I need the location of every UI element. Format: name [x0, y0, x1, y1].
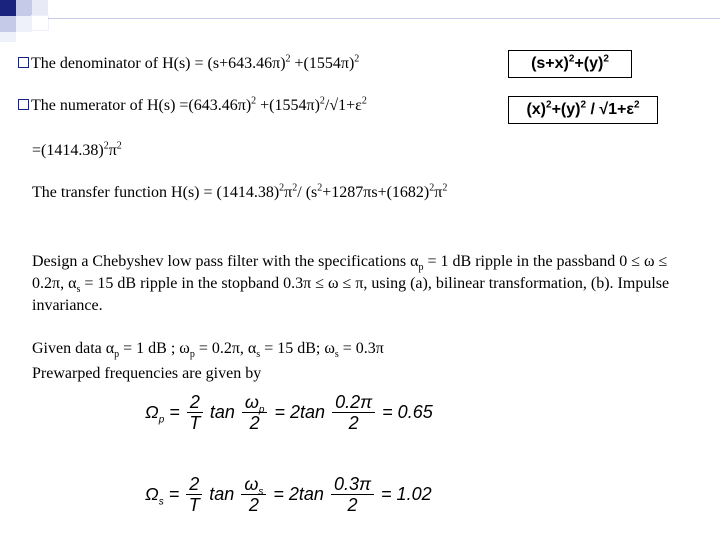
transfer-function — [32, 183, 447, 203]
transfer-text: +1287πs+(1682) — [322, 184, 430, 201]
subscript: p — [418, 262, 424, 274]
exponent: 2 — [361, 95, 367, 107]
transfer-text: / (s — [297, 184, 318, 201]
fraction-numerator — [242, 392, 268, 416]
fraction-value-over-2 — [332, 392, 375, 433]
result-text: =(1414.38) — [32, 142, 104, 159]
transfer-text: π — [284, 184, 293, 201]
design-text: Design a Chebyshev low pass filter with the specifications α — [32, 253, 419, 270]
denominator-text-a: The denominator of H(s) = (s+643.46π) — [31, 55, 286, 72]
subscript: s — [158, 496, 164, 508]
exponent: 2 — [546, 99, 552, 111]
equals-2tan: = 2tan — [274, 402, 326, 422]
exponent: 2 — [317, 182, 323, 194]
numerator-form-box — [508, 96, 658, 124]
box-term: +(y) — [551, 101, 581, 118]
exponent: 2 — [103, 140, 109, 152]
bullet-numerator — [18, 96, 367, 116]
subscript: p — [114, 349, 120, 361]
fraction-value-over-2 — [331, 474, 374, 515]
exponent: 2 — [354, 53, 360, 65]
box-term: (s+x) — [531, 55, 569, 72]
subscript: p — [258, 404, 265, 416]
bullet-denominator — [18, 54, 359, 74]
tan-function: tan — [209, 484, 235, 504]
transfer-text: π — [434, 184, 443, 201]
omega-text: ω — [244, 392, 259, 412]
corner-decoration-square — [0, 16, 16, 32]
corner-decoration-square — [0, 32, 16, 42]
exponent: 2 — [442, 182, 448, 194]
given-text: = 1 dB ; ω — [119, 340, 190, 357]
result-text: π — [108, 142, 117, 159]
prewarp-formula-stopband — [145, 474, 432, 515]
given-data — [32, 338, 692, 360]
tan-function: tan — [209, 402, 235, 422]
design-problem-paragraph — [32, 251, 692, 317]
fraction-2-over-t — [186, 474, 202, 515]
exponent: 2 — [568, 53, 575, 65]
box-term: (x) — [526, 101, 546, 118]
bullet-icon — [18, 57, 29, 68]
formula-result: = 0.65 — [382, 402, 433, 422]
header-rule — [48, 18, 720, 19]
fraction-denominator: 2 — [348, 413, 359, 433]
fraction-denominator: 2 — [347, 495, 358, 515]
omega-symbol — [145, 484, 164, 508]
prewarp-label: Prewarped frequencies are given by — [32, 365, 262, 382]
omega-text: Ω — [145, 484, 159, 504]
fraction-numerator: 0.2π — [332, 392, 375, 413]
equals-sign: = — [169, 402, 180, 422]
omega-text: Ω — [145, 402, 159, 422]
exponent: 2 — [285, 53, 291, 65]
box-term: +(y) — [574, 55, 604, 72]
fraction-numerator: 2 — [186, 474, 202, 495]
subscript: s — [334, 349, 339, 361]
subscript: s — [76, 284, 81, 296]
design-text: = 15 dB ripple in the stopband 0.3π ≤ ω ≤ π, using (a), bilinear transformation, (b). Impulse invariance. — [32, 275, 670, 314]
numerator-text-a: The numerator of H(s) =(643.46π) — [31, 97, 252, 114]
exponent: 2 — [633, 99, 640, 111]
exponent: 2 — [603, 53, 609, 65]
numerator-result — [32, 141, 122, 161]
corner-decoration-square — [32, 0, 48, 16]
exponent: 2 — [580, 99, 587, 111]
denominator-form-box — [508, 50, 632, 78]
corner-decoration-square — [32, 16, 48, 30]
given-text: = 15 dB; ω — [260, 340, 335, 357]
exponent: 2 — [279, 182, 285, 194]
numerator-text-c: /√1+ε — [324, 97, 362, 114]
exponent: 2 — [116, 140, 122, 152]
corner-decoration-square — [16, 16, 32, 32]
box-term: / √1+ε — [586, 101, 634, 118]
corner-decoration-square — [0, 0, 16, 16]
exponent: 2 — [319, 95, 325, 107]
fraction-numerator — [241, 474, 266, 498]
given-text: = 0.3π — [338, 340, 384, 357]
fraction-denominator: T — [188, 495, 200, 515]
fraction-numerator: 2 — [187, 392, 203, 413]
given-text: = 0.2π, α — [194, 340, 257, 357]
fraction-denominator: T — [189, 413, 201, 433]
fraction-2-over-t — [187, 392, 203, 433]
formula-result: = 1.02 — [381, 484, 432, 504]
prewarp-formula-passband — [145, 392, 433, 433]
corner-decoration-square — [16, 0, 32, 16]
denominator-text-b: +(1554π) — [290, 55, 355, 72]
subscript: p — [189, 349, 195, 361]
subscript: p — [158, 414, 165, 426]
fraction-omega-over-2 — [242, 392, 268, 433]
fraction-denominator: 2 — [249, 413, 260, 433]
fraction-numerator: 0.3π — [331, 474, 374, 495]
equals-sign: = — [168, 484, 180, 504]
bullet-icon — [18, 99, 29, 110]
numerator-text-b: +(1554π) — [256, 97, 320, 114]
equals-2tan: = 2tan — [273, 484, 324, 504]
exponent: 2 — [429, 182, 435, 194]
exponent: 2 — [251, 95, 257, 107]
exponent: 2 — [292, 182, 298, 194]
design-text: = 1 dB ripple in the passband 0 ≤ ω ≤ 0.2π, α — [32, 253, 668, 292]
subscript: s — [256, 349, 261, 361]
omega-symbol — [145, 402, 165, 426]
fraction-omega-over-2 — [241, 474, 266, 515]
fraction-denominator: 2 — [248, 495, 259, 515]
omega-text: ω — [244, 474, 259, 494]
transfer-text: The transfer function H(s) = (1414.38) — [32, 184, 280, 201]
subscript: s — [258, 486, 264, 498]
given-text: Given data α — [32, 340, 115, 357]
